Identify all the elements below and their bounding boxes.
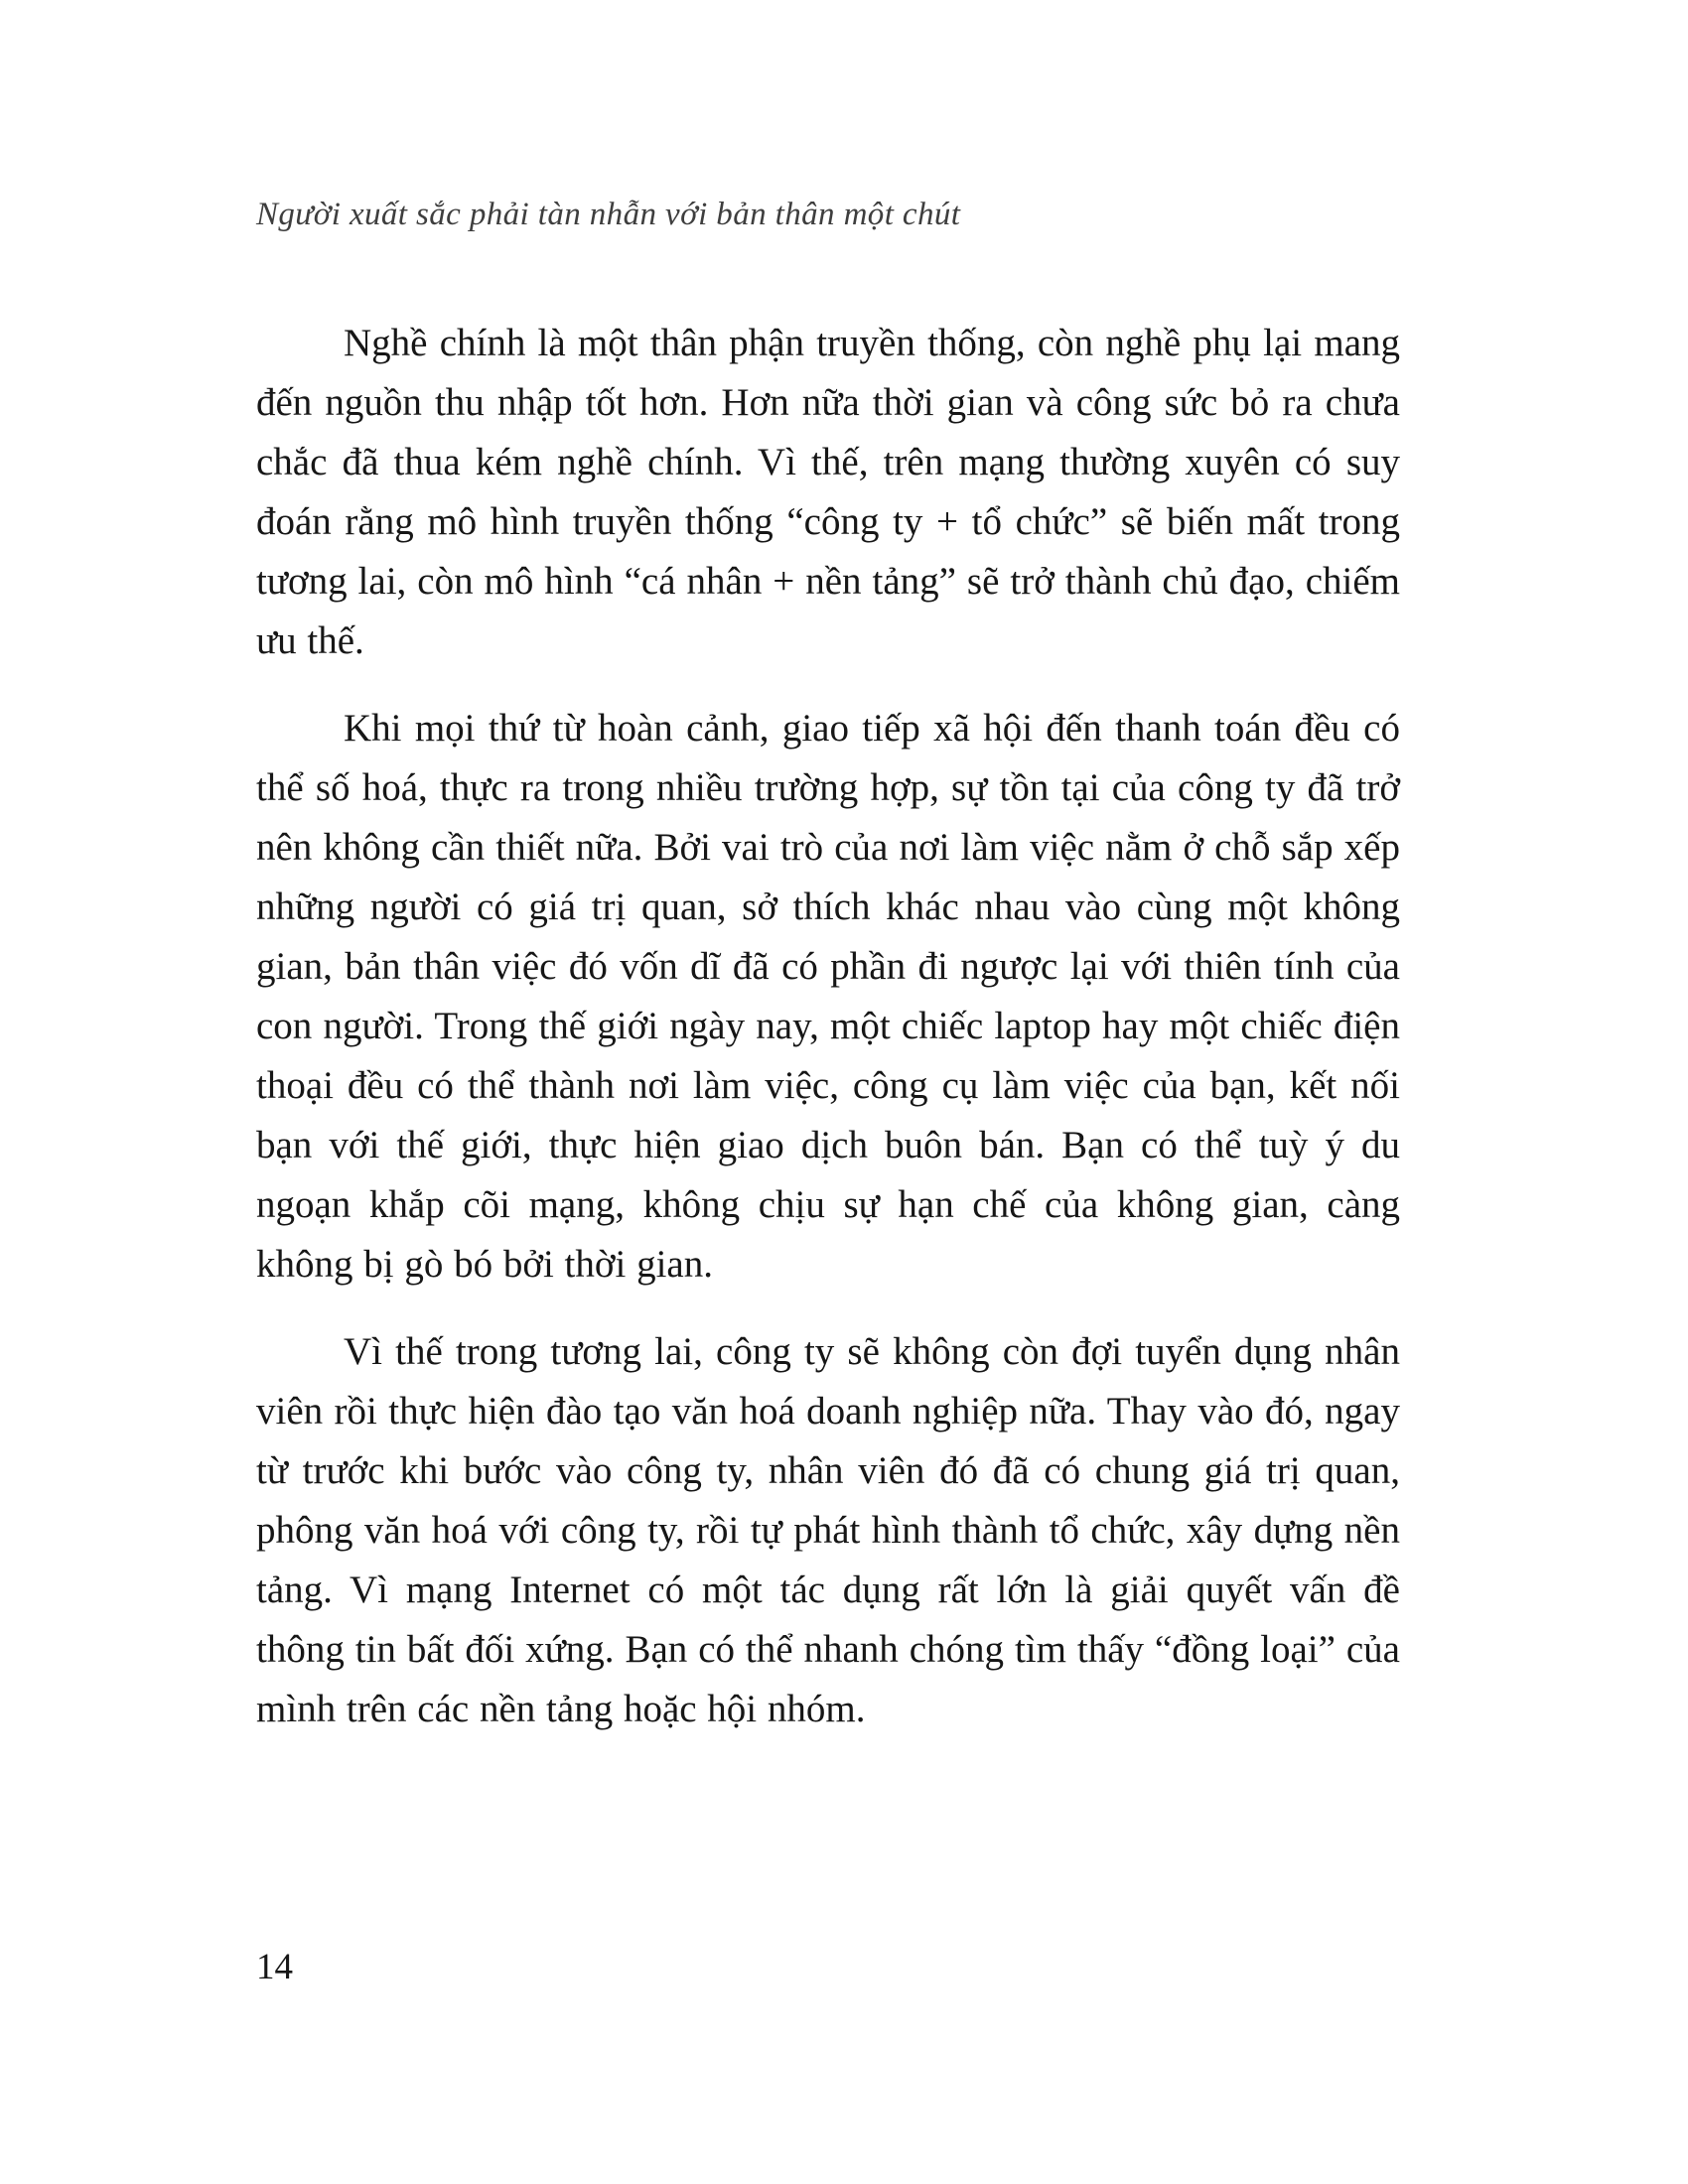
paragraph-1: Nghề chính là một thân phận truyền thống, còn nghề phụ lại mang đến nguồn thu nhập tốt hơn. Hơn nữa thời gian và công sức bỏ ra chưa chắc đã thua kém nghề chính. Vì thế, trên mạng thường xuyên có suy đoán rằng mô hình truyền thống “công ty + tổ chức” sẽ biến mất trong tương lai, còn mô hình “cá nhân + nền tảng” sẽ trở thành chủ đạo, chiếm ưu thế. bbox=[256, 322, 1400, 662]
running-header: Người xuất sắc phải tàn nhẫn với bản thân một chút bbox=[256, 197, 961, 232]
paragraph-3: Vì thế trong tương lai, công ty sẽ không còn đợi tuyển dụng nhân viên rồi thực hiện đào tạo văn hoá doanh nghiệp nữa. Thay vào đó, ngay từ trước khi bước vào công ty, nhân viên đó đã có chung giá trị quan, phông văn hoá với công ty, rồi tự phát hình thành tổ chức, xây dựng nền tảng. Vì mạng Internet có một tác dụng rất lớn là giải quyết vấn đề thông tin bất đối xứng. Bạn có thể nhanh chóng tìm thấy “đồng loại” của mình trên các nền tảng hoặc hội nhóm. bbox=[256, 1330, 1400, 1730]
page-number: 14 bbox=[256, 1947, 293, 1987]
page-body bbox=[256, 314, 1400, 1767]
paragraph-2: Khi mọi thứ từ hoàn cảnh, giao tiếp xã hội đến thanh toán đều có thể số hoá, thực ra trong nhiều trường hợp, sự tồn tại của công ty đã trở nên không cần thiết nữa. Bởi vai trò của nơi làm việc nằm ở chỗ sắp xếp những người có giá trị quan, sở thích khác nhau vào cùng một không gian, bản thân việc đó vốn dĩ đã có phần đi ngược lại với thiên tính của con người. Trong thế giới ngày nay, một chiếc laptop hay một chiếc điện thoại đều có thể thành nơi làm việc, công cụ làm việc của bạn, kết nối bạn với thế giới, thực hiện giao dịch buôn bán. Bạn có thể tuỳ ý du ngoạn khắp cõi mạng, không chịu sự hạn chế của không gian, càng không bị gò bó bởi thời gian. bbox=[256, 707, 1400, 1286]
